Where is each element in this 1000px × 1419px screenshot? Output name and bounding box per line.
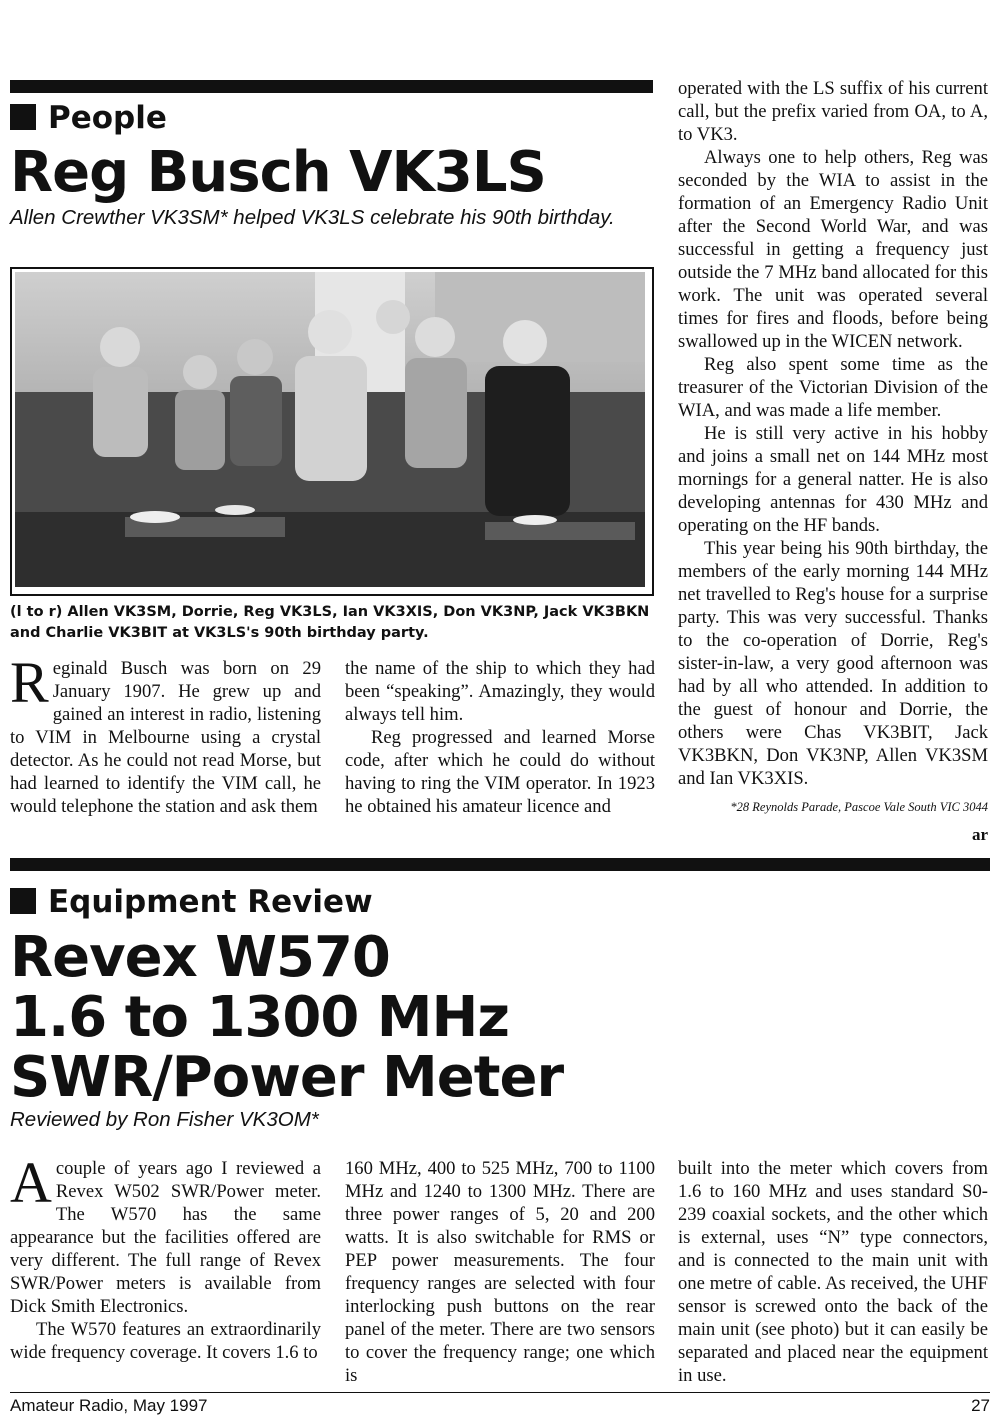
review-byline: Reviewed by Ron Fisher VK3OM* — [10, 1108, 319, 1131]
footer-rule — [10, 1392, 990, 1393]
article1-column-1 — [10, 650, 321, 818]
section-kicker-people — [10, 100, 167, 136]
review-column-3 — [678, 1157, 988, 1387]
section-rule-middle — [10, 858, 990, 871]
review-title-line-2: 1.6 to 1300 MHz — [10, 985, 509, 1050]
body-paragraph: This year being his 90th birthday, the members of the early morning 144 MHz net travelled to Reg's house for a surprise party. This was very successful. Thanks to the co-operation of Dorrie, Reg's sister-in-law, a very good afternoon was had by all who attended. In addition to the guest of honour and Dorrie, the others were Chas VK3BIT, Jack VK3BKN, Don VK3NP, Allen VK3SM and Ian VK3XIS. — [678, 538, 988, 789]
drop-cap: R — [10, 650, 49, 715]
section-rule-top — [10, 80, 653, 93]
group-photo-image — [15, 272, 645, 587]
group-photo — [10, 267, 654, 596]
body-paragraph: operated with the LS suffix of his current call, but the prefix varied from OA, to A, to VK3. — [678, 78, 988, 145]
square-bullet-icon — [10, 104, 36, 130]
body-paragraph: Reg also spent some time as the treasurer of the Victorian Division of the WIA, and was made a life member. — [678, 354, 988, 421]
drop-cap: A — [10, 1150, 52, 1215]
article-standfirst: Allen Crewther VK3SM* helped VK3LS celebrate his 90th birthday. — [10, 206, 615, 229]
kicker-label: People — [48, 100, 167, 136]
page-number: 27 — [971, 1396, 990, 1415]
review-title-line-3: SWR/Power Meter — [10, 1045, 564, 1110]
body-paragraph: 160 MHz, 400 to 525 MHz, 700 to 1100 MHz and 1240 to 1300 MHz. There are three power ranges of 5, 20 and 200 watts. It is also switchable for RMS or PEP power measurements. The four frequency ranges are selected with four interlocking push buttons on the rear panel of the meter. There are two sensors to cover the frequency range; one which is — [345, 1158, 655, 1386]
article1-column-2 — [345, 657, 655, 818]
review-column-2 — [345, 1157, 655, 1387]
kicker-label: Equipment Review — [48, 884, 373, 920]
photo-caption: (l to r) Allen VK3SM, Dorrie, Reg VK3LS, Ian VK3XIS, Don VK3NP, Jack VK3BKN and Charlie VK3BIT at VK3LS's 90th birthday party. — [10, 604, 650, 641]
body-paragraph: couple of years ago I reviewed a Revex W502 SWR/Power meter. The W570 has the same appearance but the facilities offered are very different. The full range of Revex SWR/Power meters is available from Dick Smith Electronics. — [10, 1158, 321, 1317]
body-paragraph: Always one to help others, Reg was seconded by the WIA to assist in the formation of an Emergency Radio Unit after the Second World War, and was successful in getting a frequency just outside the 7 MHz band allocated for this work. The unit was operated several times for fires and floods, before being swallowed up in the WICEN network. — [678, 147, 988, 352]
body-paragraph: He is still very active in his hobby and joins a small net on 144 MHz most mornings for a general natter. He is also developing antennas for 430 MHz and operating on the HF bands. — [678, 423, 988, 536]
body-paragraph: built into the meter which covers from 1.6 to 160 MHz and uses standard S0-239 coaxial sockets, and the other which is external, uses “N” type connectors, and is connected to the main unit with one metre of cable. As received, the UHF sensor is screwed onto the back of the main unit (see photo) but it can easily be separated and placed near the equipment in use. — [678, 1158, 988, 1386]
section-kicker-equipment-review — [10, 884, 373, 920]
review-title-line-1: Revex W570 — [10, 925, 390, 990]
article-title: Reg Busch VK3LS — [10, 140, 546, 205]
footer-publication: Amateur Radio, May 1997 — [10, 1396, 208, 1415]
author-address: *28 Reynolds Parade, Pascoe Vale South VIC 3044 — [730, 800, 988, 814]
review-column-1 — [10, 1150, 321, 1364]
body-paragraph: eginald Busch was born on 29 January 1907. He grew up and gained an interest in radio, listening to VIM in Melbourne using a crystal detector. As he could not read Morse, but had learned to identify the VIM call, he would telephone the station and ask them — [10, 658, 321, 817]
body-paragraph: The W570 features an extraordinarily wide frequency coverage. It covers 1.6 to — [10, 1319, 321, 1363]
body-paragraph: Reg progressed and learned Morse code, after which he could do without having to ring the VIM operator. In 1923 he obtained his amateur licence and — [345, 727, 655, 817]
square-bullet-icon — [10, 888, 36, 914]
body-paragraph: the name of the ship to which they had been “speaking”. Amazingly, they would always tell him. — [345, 658, 655, 725]
article1-column-3 — [678, 77, 988, 846]
end-mark: ar — [971, 825, 988, 844]
